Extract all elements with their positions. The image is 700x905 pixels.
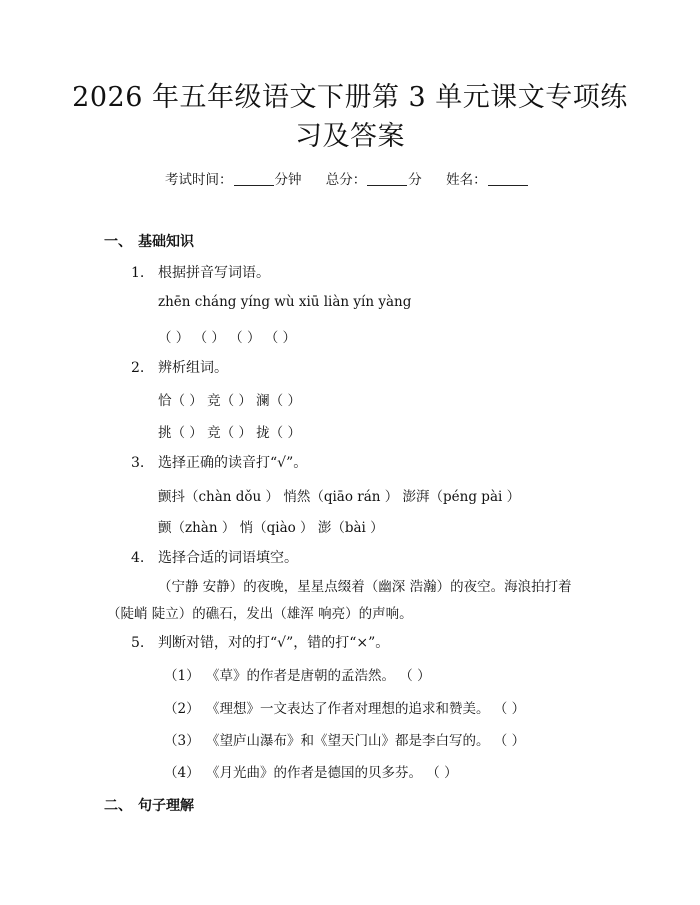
item-number: （4）: [164, 765, 200, 781]
item-number: （2）: [164, 701, 200, 717]
page-title-line2: 习及答案: [295, 121, 405, 152]
score-blank: [367, 172, 407, 186]
section-heading: [104, 231, 194, 251]
time-label: 考试时间：: [165, 172, 233, 188]
question-2: [131, 357, 228, 377]
word-group-line: 恰（ ） 竞（ ） 澜（ ）: [158, 393, 301, 409]
question-5: [131, 632, 389, 652]
answer-blanks: （ ） （ ） （ ） （ ）: [158, 330, 297, 346]
section-heading: [104, 795, 194, 815]
section-title: 基础知识: [138, 234, 194, 250]
exam-time: [165, 172, 302, 188]
question-prompt: 选择合适的词语填空。: [158, 550, 298, 566]
item-text: 《望庐山瀑布》和《望天门山》都是李白写的。 （ ）: [206, 733, 526, 749]
time-unit: 分钟: [274, 172, 302, 188]
question-prompt: 判断对错，对的打“√”，错的打“×”。: [158, 635, 390, 651]
name-blank: [488, 172, 528, 186]
item-text: 《理想》一文表达了作者对理想的追求和赞美。 （ ）: [206, 701, 526, 717]
student-name: [446, 172, 529, 188]
total-score: [326, 172, 422, 188]
section-number: 二、: [104, 798, 132, 814]
question-prompt: 根据拼音写词语。: [158, 265, 270, 281]
page-title-line1: 2026 年五年级语文下册第 3 单元课文专项练: [72, 82, 628, 113]
question-number: 5.: [131, 635, 145, 651]
item-text: 《月光曲》的作者是德国的贝多芬。 （ ）: [206, 765, 458, 781]
question-number: 1.: [131, 265, 145, 281]
score-unit: 分: [408, 172, 422, 188]
time-blank: [234, 172, 274, 186]
question-3: [131, 452, 307, 472]
judge-item: [164, 729, 525, 749]
pinyin-line: zhēn cháng yíng wù xiū liàn yín yàng: [158, 294, 412, 310]
question-number: 3.: [131, 455, 145, 471]
question-prompt: 辨析组词。: [158, 360, 228, 376]
fill-in-paragraph: （宁静 安静）的夜晚，星星点缀着（幽深 浩瀚）的夜空。海浪拍打着（陡峭 陡立）的礁石，发出（雄浑 响亮）的声响。: [107, 579, 572, 622]
question-4: [131, 547, 298, 567]
pronunciation-line: 颤抖（chàn dǒu ） 悄然（qiāo rán ） 澎湃（péng pài ）: [158, 489, 521, 505]
section-title: 句子理解: [138, 798, 194, 814]
judge-item: [164, 761, 458, 781]
question-1: [131, 262, 270, 282]
name-label: 姓名：: [446, 172, 487, 188]
judge-item: [164, 697, 525, 717]
pronunciation-line: 颤（zhàn ） 悄（qiào ） 澎（bài ）: [158, 520, 384, 536]
question-prompt: 选择正确的读音打“√”。: [158, 455, 308, 471]
question-number: 4.: [131, 550, 145, 566]
word-group-line: 挑（ ） 竞（ ） 拢（ ）: [158, 425, 301, 441]
exam-meta: [165, 168, 549, 188]
question-number: 2.: [131, 360, 145, 376]
item-number: （3）: [164, 733, 200, 749]
section-number: 一、: [104, 234, 132, 250]
item-text: 《草》的作者是唐朝的孟浩然。 （ ）: [206, 668, 431, 684]
judge-item: [164, 664, 431, 684]
score-label: 总分：: [325, 172, 367, 188]
item-number: （1）: [164, 668, 200, 684]
